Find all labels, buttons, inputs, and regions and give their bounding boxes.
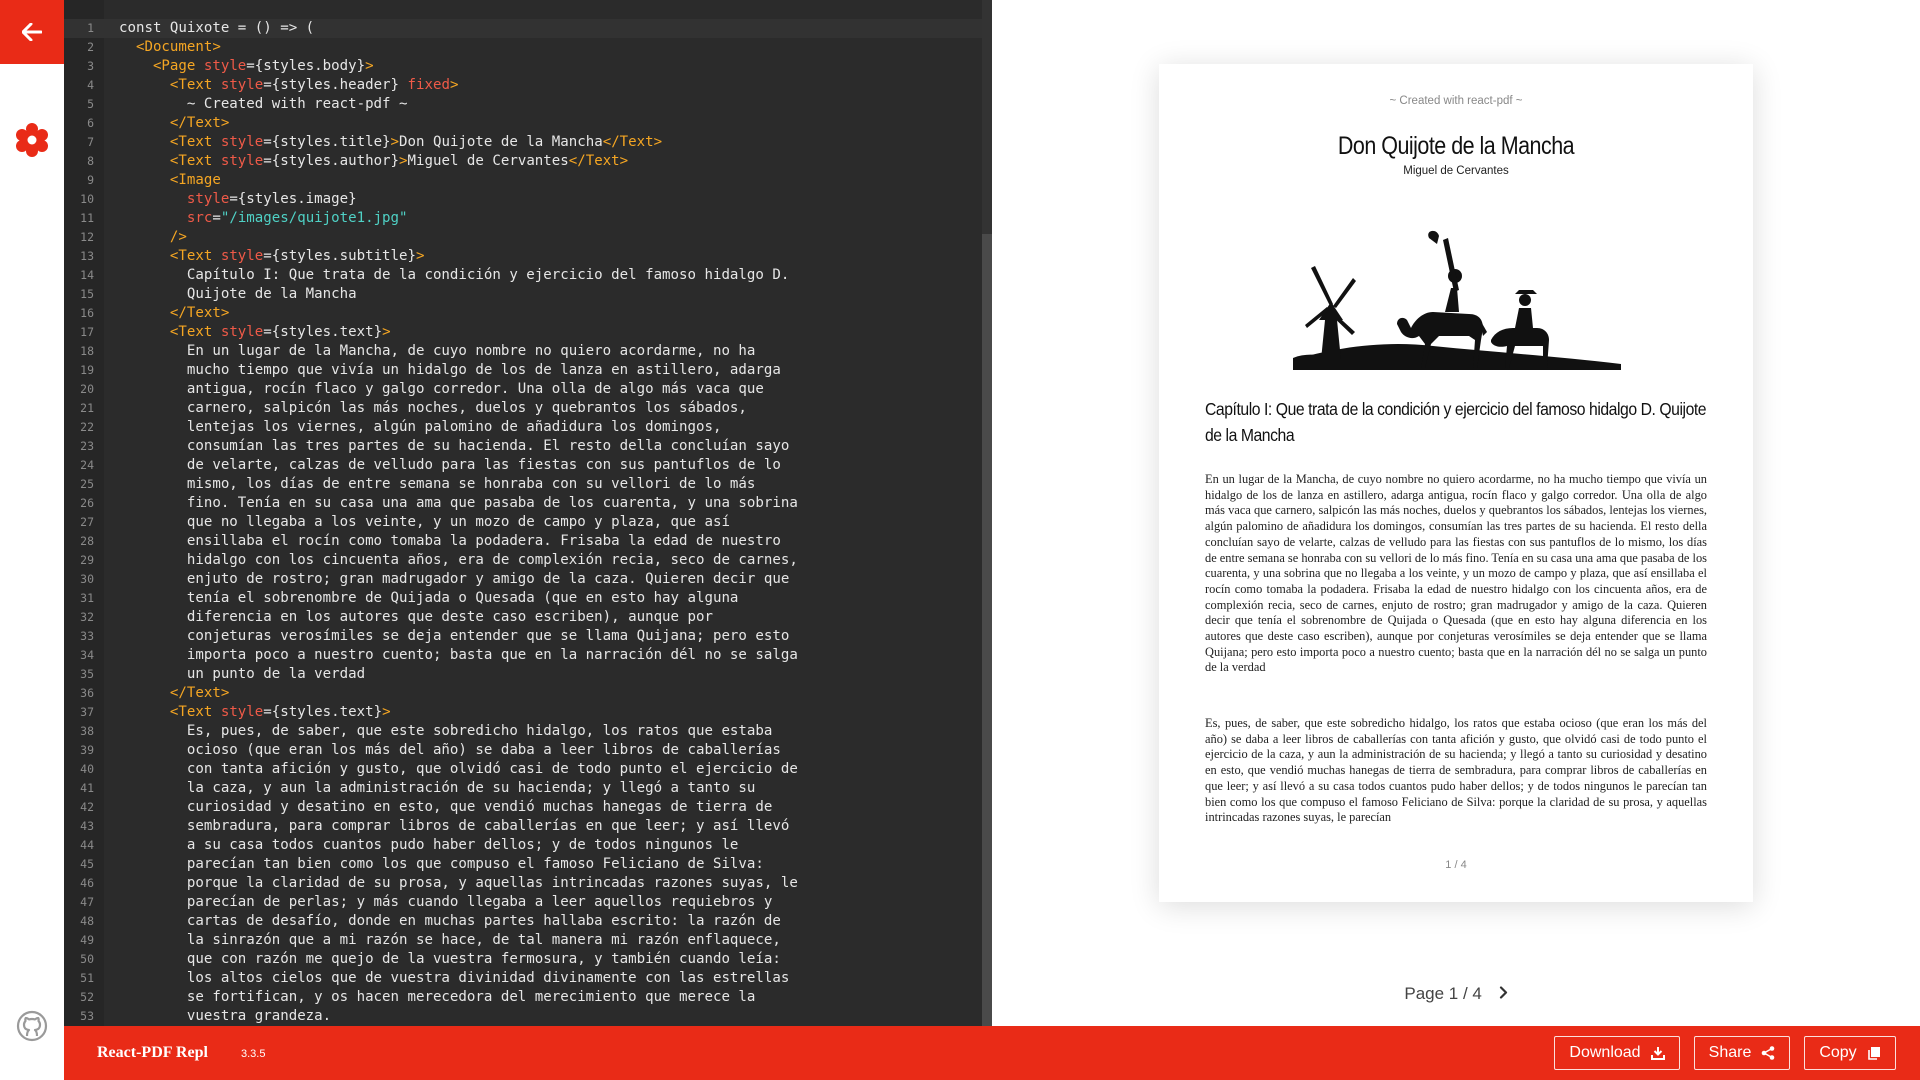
code-line[interactable] [64,266,992,285]
code-text: vuestra grandeza. [119,1008,332,1024]
code-text: mismo, los días de entre semana se honraba con su vellori de lo más [119,476,756,492]
line-number: 51 [80,971,94,985]
code-line[interactable] [64,380,992,399]
code-line[interactable] [64,95,992,114]
code-line[interactable] [64,646,992,665]
code-text: <Text style={styles.title}>Don Quijote de la Mancha</Text> [119,134,663,150]
line-number: 20 [80,382,94,396]
line-number: 13 [80,249,94,263]
code-text: cartas de desafío, donde en muchas partes hallaba escrito: la razón de [119,913,781,929]
pdf-header: ~ Created with react-pdf ~ [1389,95,1523,107]
line-number: 39 [80,743,94,757]
line-number: 35 [80,667,94,681]
pdf-paragraph: En un lugar de la Mancha, de cuyo nombre no quiero acordarme, no ha mucho tiempo que vivía un hidalgo de los de lanza en astillero, adarga antigua, rocín flaco y galgo corredor. Una olla de algo más vaca que carnero, salpicón las más noches, duelos y quebrantos los sábados, lentejas los viernes, algún palomino de añadidura los domingos, consumían las tres partes de su hacienda. El resto della concluían sayo de velarte, calzas de velludo para las fiestas con sus pantuflos de lo mismo, los días de entre semana se honraba con su vellori de lo más fino. Tenía en su casa una ama que pasaba de los cuarenta, y una sobrina que no llegaba a los veinte, y un mozo de campo y plaza, que así ensillaba el rocín como tomaba la podadera. Frisaba la edad de nuestro hidalgo con los cincuenta años, era de complexión recia, seco de carnes, enjuto de rostro; gran madrugador y amigo de la caza. Quieren decir que tenía el sobrenombre de Quijada o Quesada (que en esto hay alguna diferencia en los autores que deste caso escriben), aunque por conjeturas verosímiles se deja entender que se llama Quijana; pero esto importa poco a nuestro cuento; basta que en la narración dél no se salga un punto de la verdad [1205,472,1707,675]
pdf-paragraph: Es, pues, de saber, que este sobredicho hidalgo, los ratos que estaba ocioso (que eran los más del año) se daba a leer libros de caballerías con tanta afición y gusto, que olvidó casi de todo punto el ejercicio de la caza, y aun la administración de su hacienda; y llegó a tanto su curiosidad y desatino en esto, que vendió muchas hanegas de tierra de sembradura, para comprar libros de caballerías en que leer; y así llevó a su casa todos cuantos pudo haber dellos; y de todos ningunos le parecían tan bien como los que compuso el famoso Feliciano de Silva: porque la claridad de su prosa, y aquellas intrincadas razones suyas, le parecían [1205,716,1707,824]
code-line[interactable] [64,38,992,57]
line-number: 6 [87,116,94,130]
line-number: 22 [80,420,94,434]
code-line[interactable] [64,57,992,76]
code-line[interactable] [64,836,992,855]
line-number: 38 [80,724,94,738]
code-line[interactable] [64,76,992,95]
line-number: 12 [80,230,94,244]
line-number: 14 [80,268,94,282]
code-text: ensillaba el rocín como tomaba la podadera. Frisaba la edad de nuestro [119,533,781,549]
code-line[interactable] [64,323,992,342]
line-number: 27 [80,515,94,529]
line-number: 4 [87,78,94,92]
line-number: 31 [80,591,94,605]
chevron-right-icon [1499,986,1508,999]
code-text: la sinrazón que a mi razón se hace, de tal manera mi razón enflaquece, [119,932,781,948]
line-number: 37 [80,705,94,719]
code-text: a su casa todos cuantos pudo haber dellos; y de todos ningunos le [119,837,739,853]
line-number: 49 [80,933,94,947]
line-number: 21 [80,401,94,415]
pdf-subtitle: Capítulo I: Que trata de la condición y ejercicio del famoso hidalgo D. Quijote de la Mancha [1205,399,1707,445]
code-line[interactable] [64,988,992,1007]
code-text: que con razón me quejo de la vuestra fermosura, y también cuando leía: [119,951,781,967]
line-number: 1 [87,21,94,35]
code-line[interactable] [64,437,992,456]
code-line[interactable] [64,152,992,171]
code-line[interactable] [64,133,992,152]
code-line[interactable] [64,513,992,532]
line-number: 3 [87,59,94,73]
code-line[interactable] [64,855,992,874]
line-number: 26 [80,496,94,510]
line-number: 7 [87,135,94,149]
code-text: importa poco a nuestro cuento; basta que en la narración dél no se salga [119,647,798,663]
line-number: 24 [80,458,94,472]
code-text: src="/images/quijote1.jpg" [119,210,408,226]
code-line[interactable] [64,247,992,266]
pdf-author: Miguel de Cervantes [1403,165,1509,177]
react-pdf-logo-icon[interactable] [14,122,50,158]
line-number: 41 [80,781,94,795]
next-page-button[interactable] [1499,984,1508,1004]
app-name: React-PDF Repl [97,1044,208,1061]
code-text: ocioso (que eran los más del año) se daba a leer libros de caballerías [119,742,781,758]
line-number: 16 [80,306,94,320]
code-line[interactable] [64,494,992,513]
code-text: diferencia en los autores que deste caso escriben), aunque por [119,609,713,625]
code-line[interactable] [64,703,992,722]
code-text: <Image [119,172,221,188]
code-text: antigua, rocín flaco y galgo corredor. Una olla de algo más vaca que [119,381,764,397]
code-line[interactable] [64,456,992,475]
line-number: 30 [80,572,94,586]
code-text: parecían tan bien como los que compuso el famoso Feliciano de Silva: [119,856,764,872]
code-line[interactable] [64,817,992,836]
code-text: con tanta afición y gusto, que olvidó casi de todo punto el ejercicio de [119,761,798,777]
line-number: 45 [80,857,94,871]
code-line[interactable] [64,684,992,703]
code-text: hidalgo con los cincuenta años, era de complexión recia, seco de carnes, [119,552,798,568]
line-number: 15 [80,287,94,301]
line-number: 43 [80,819,94,833]
code-line[interactable] [64,760,992,779]
code-text: mucho tiempo que vivía un hidalgo de los de lanza en astillero, adarga [119,362,781,378]
code-text: <Text style={styles.text}> [119,324,391,340]
line-number: 33 [80,629,94,643]
code-line[interactable] [64,361,992,380]
code-text: </Text> [119,685,230,701]
line-number: 32 [80,610,94,624]
line-number: 47 [80,895,94,909]
line-number: 52 [80,990,94,1004]
code-text: <Text style={styles.text}> [119,704,391,720]
line-number: 9 [87,173,94,187]
share-label: Share [1708,1044,1752,1061]
code-editor[interactable] [64,0,992,1026]
line-number: 40 [80,762,94,776]
code-line[interactable] [64,665,992,684]
code-line[interactable] [64,608,992,627]
sidebar [0,0,64,1080]
line-number: 23 [80,439,94,453]
line-number: 11 [80,211,94,225]
line-number: 53 [80,1009,94,1023]
code-line[interactable] [64,741,992,760]
code-text: En un lugar de la Mancha, de cuyo nombre no quiero acordarme, no ha [119,343,756,359]
code-line[interactable] [64,893,992,912]
line-number: 8 [87,154,94,168]
code-line[interactable] [64,969,992,988]
code-line[interactable] [64,931,992,950]
code-text: fino. Tenía en su casa una ama que pasaba de los cuarenta, y una sobrina [119,495,798,511]
code-line[interactable] [64,228,992,247]
code-line[interactable] [64,342,992,361]
line-number: 29 [80,553,94,567]
code-line[interactable] [64,779,992,798]
line-number: 2 [87,40,94,54]
code-text: Es, pues, de saber, que este sobredicho hidalgo, los ratos que estaba [119,723,773,739]
code-line[interactable] [64,532,992,551]
line-number: 25 [80,477,94,491]
line-number: 50 [80,952,94,966]
line-number: 34 [80,648,94,662]
code-text: <Text style={styles.header} fixed> [119,77,459,93]
code-text: <Page style={styles.body}> [119,58,374,74]
code-text: que no llegaba a los veinte, y un mozo de campo y plaza, que así [119,514,730,530]
share-button[interactable] [1694,1036,1790,1070]
code-line[interactable] [64,627,992,646]
download-button[interactable] [1554,1036,1680,1070]
code-text: tenía el sobrenombre de Quijada o Quesada (que en esto hay alguna [119,590,739,606]
code-text: carnero, salpicón las más noches, duelos y quebrantos los sábados, [119,400,747,416]
code-text: <Document> [119,39,221,55]
copy-button[interactable] [1804,1036,1896,1070]
code-text: lentejas los viernes, algún palomino de añadidura los domingos, [119,419,722,435]
pdf-page-number: 1 / 4 [1445,859,1467,871]
code-text: sembradura, para comprar libros de caballerías en que leer; y así llevó [119,818,790,834]
line-number: 28 [80,534,94,548]
code-text: curiosidad y desatino en esto, que vendió muchas hanegas de tierra de [119,799,773,815]
line-number: 46 [80,876,94,890]
code-text: const Quixote = () => ( [119,20,315,36]
code-text: Capítulo I: Que trata de la condición y ejercicio del famoso hidalgo D. [119,267,790,283]
code-text: </Text> [119,115,230,131]
code-text: ~ Created with react-pdf ~ [119,96,408,112]
github-icon[interactable] [16,1010,48,1042]
code-text: Quijote de la Mancha [119,286,357,302]
code-text: de velarte, calzas de velludo para las fiestas con sus pantuflos de lo [119,457,781,473]
code-text: conjeturas verosímiles se deja entender que se llama Quijana; pero esto [119,628,790,644]
code-line[interactable] [64,304,992,323]
pdf-title: Don Quijote de la Mancha [1337,132,1575,160]
code-line[interactable] [64,171,992,190]
code-line[interactable] [64,114,992,133]
code-text: enjuto de rostro; gran madrugador y amigo de la caza. Quieren decir que [119,571,790,587]
code-line[interactable] [64,285,992,304]
line-number: 5 [87,97,94,111]
code-text: parecían de perlas; y más cuando llegaba a leer aquellos requiebros y [119,894,773,910]
code-line[interactable] [64,551,992,570]
line-number: 10 [80,192,94,206]
code-text: style={styles.image} [119,191,357,207]
code-text: un punto de la verdad [119,666,366,682]
code-line[interactable] [64,19,992,38]
arrow-left-icon [22,23,42,41]
app-version: 3.3.5 [241,1048,266,1060]
code-text: consumían las tres partes de su hacienda. El resto della concluían sayo [119,438,790,454]
code-text: <Text style={styles.subtitle}> [119,248,425,264]
code-line[interactable] [64,475,992,494]
editor-scrollbar-thumb[interactable] [982,234,992,1026]
code-line[interactable] [64,570,992,589]
code-lines[interactable] [64,19,992,1026]
copy-label: Copy [1819,1044,1857,1061]
back-button[interactable] [0,0,64,64]
page-navigation [992,984,1920,1004]
code-line[interactable] [64,589,992,608]
code-line[interactable] [64,798,992,817]
code-text: porque la claridad de su prosa, y aquellas intrincadas razones suyas, le [119,875,798,891]
code-line[interactable] [64,399,992,418]
share-icon [1761,1046,1775,1060]
code-line[interactable] [64,912,992,931]
line-number: 17 [80,325,94,339]
page-indicator: Page 1 / 4 [1404,984,1482,1003]
download-label: Download [1569,1044,1641,1061]
pdf-page [1159,64,1753,902]
code-text: se fortifican, y os hacen merecedora del merecimiento que merece la [119,989,756,1005]
code-line[interactable] [64,209,992,228]
code-text: </Text> [119,305,230,321]
code-line[interactable] [64,418,992,437]
code-line[interactable] [64,1007,992,1026]
code-line[interactable] [64,190,992,209]
line-number: 18 [80,344,94,358]
code-line[interactable] [64,874,992,893]
quijote-illustration [1293,228,1621,370]
code-line[interactable] [64,722,992,741]
code-text: los altos cielos que de vuestra divinidad divinamente con las estrellas [119,970,790,986]
code-text: la caza, y aun la administración de su hacienda; y llegó a tanto su [119,780,756,796]
download-icon [1651,1046,1665,1060]
code-text: /> [119,229,187,245]
line-number: 48 [80,914,94,928]
line-number: 19 [80,363,94,377]
line-number: 42 [80,800,94,814]
line-number: 44 [80,838,94,852]
copy-icon [1867,1046,1881,1060]
code-line[interactable] [64,950,992,969]
footer-bar [64,1026,1920,1080]
pdf-preview [992,0,1920,1026]
code-text: <Text style={styles.author}>Miguel de Cervantes</Text> [119,153,629,169]
line-number: 36 [80,686,94,700]
